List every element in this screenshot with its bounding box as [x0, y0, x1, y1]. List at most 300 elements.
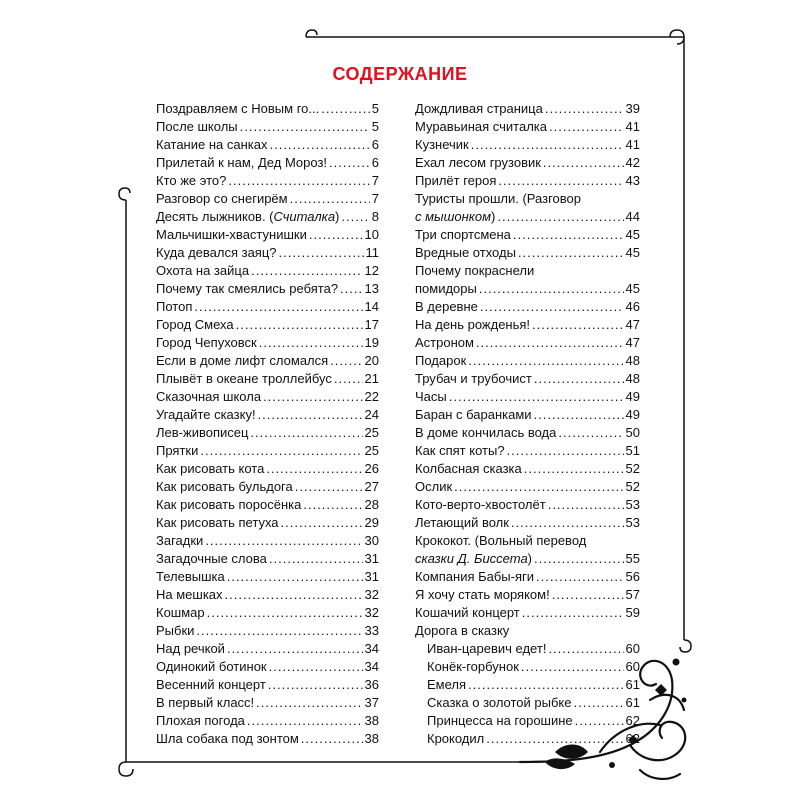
- toc-entry-title-text: Кузнечик: [415, 137, 469, 152]
- toc-page-number: 56: [625, 569, 640, 584]
- toc-leader-dots: [534, 406, 624, 424]
- toc-page-number: 6: [371, 155, 379, 170]
- toc-leader-dots: [258, 406, 363, 424]
- toc-page-number: 34: [364, 641, 379, 656]
- toc-leader-dots: [486, 730, 623, 748]
- toc-page-number: 17: [364, 317, 379, 332]
- toc-entry: [415, 442, 640, 460]
- toc-entry-title: [156, 406, 256, 424]
- toc-entry-title: [415, 154, 541, 172]
- toc-entry-title-text: Колбасная сказка: [415, 461, 522, 476]
- toc-page-number: 48: [625, 371, 640, 386]
- toc-entry: [415, 514, 640, 532]
- toc-entry-title-text: Астроном: [415, 335, 474, 350]
- toc-leader-dots: [479, 280, 624, 298]
- toc-entry: [156, 262, 379, 280]
- toc-page-number: 37: [364, 695, 379, 710]
- toc-leader-dots: [449, 388, 624, 406]
- toc-entry-first-line: [415, 262, 640, 280]
- toc-page-number: 41: [625, 119, 640, 134]
- toc-entry-title-text: Кошачий концерт: [415, 605, 520, 620]
- toc-entry-title-text: Как рисовать поросёнка: [156, 497, 302, 512]
- toc-entry-title: [415, 550, 532, 568]
- toc-entry-title-text: Почему так смеялись ребята?: [156, 281, 339, 296]
- toc-leader-dots: [250, 424, 362, 442]
- toc-leader-dots: [497, 208, 623, 226]
- toc-entry: [415, 244, 640, 262]
- toc-entry-title: [156, 208, 339, 226]
- toc-entry-title-text: Мальчишки-хвастунишки: [156, 227, 307, 242]
- toc-entry-title-text: Подарок: [415, 353, 467, 368]
- toc-entry: [415, 136, 640, 154]
- toc-page-number: 29: [364, 515, 379, 530]
- toc-page-number: 48: [625, 353, 640, 368]
- toc-entry-title: [156, 100, 319, 118]
- toc-entry-title: [427, 694, 572, 712]
- toc-leader-dots: [227, 640, 363, 658]
- toc-entry: [415, 298, 640, 316]
- toc-entry-title-text: Часы: [415, 389, 447, 404]
- toc-entry: [415, 424, 640, 442]
- toc-leader-dots: [269, 550, 363, 568]
- toc-entry-title: [415, 100, 543, 118]
- toc-entry: [415, 586, 640, 604]
- toc-leader-dots: [454, 478, 623, 496]
- toc-entry: [415, 496, 640, 514]
- toc-entry: [415, 568, 640, 586]
- toc-page-number: 57: [625, 587, 640, 602]
- toc-entry: [415, 154, 640, 172]
- toc-entry-title-text: Три спортсмена: [415, 227, 511, 242]
- toc-leader-dots: [334, 370, 363, 388]
- toc-entry-title-text: Трубач и трубочист: [415, 371, 532, 386]
- toc-entry-title-text: Прилёт героя: [415, 173, 497, 188]
- toc-page-number: 61: [625, 677, 640, 692]
- toc-leader-dots: [268, 676, 363, 694]
- toc-entry-title-text: Десять лыжников. (: [156, 209, 274, 224]
- toc-entry-title-text: Кото-верто-хвостолёт: [415, 497, 546, 512]
- toc-entry-title: [415, 334, 474, 352]
- toc-entry-title: [415, 316, 530, 334]
- toc-entry-title-text: Загадки: [156, 533, 204, 548]
- toc-entry-title: [156, 244, 277, 262]
- toc-leader-dots: [511, 514, 624, 532]
- toc-entry-title: [415, 442, 505, 460]
- toc-entry-title-text: Лев-живописец: [156, 425, 249, 440]
- toc-entry-title-text: Охота на зайца: [156, 263, 250, 278]
- toc-entry-title: [427, 730, 484, 748]
- toc-leader-dots: [532, 316, 623, 334]
- toc-entry: [156, 496, 379, 514]
- toc-entry-title: [156, 496, 301, 514]
- toc-page-number: 61: [625, 695, 640, 710]
- toc-leader-dots: [330, 352, 362, 370]
- toc-leader-dots: [574, 694, 624, 712]
- toc-leader-dots: [225, 586, 363, 604]
- toc-entry-title: [427, 640, 546, 658]
- toc-page-number: 39: [625, 101, 640, 116]
- toc-entry-title: [415, 586, 550, 604]
- toc-entry-title: [415, 208, 495, 226]
- toc-page-number: 28: [364, 497, 379, 512]
- toc-entry-title: [156, 568, 225, 586]
- toc-entry-title-text: Принцесса на горошине: [427, 713, 573, 728]
- toc-page-number: 44: [625, 209, 640, 224]
- toc-entry-title-text: Летающий волк: [415, 515, 509, 530]
- toc-right-column: [415, 100, 640, 748]
- toc-entry-title-text: Конёк-горбунок: [427, 659, 519, 674]
- toc-entry: [156, 586, 379, 604]
- toc-entry: [415, 316, 640, 334]
- toc-page-number: 27: [364, 479, 379, 494]
- toc-entry: [156, 694, 379, 712]
- toc-entry-title-text: Дождливая страница: [415, 101, 543, 116]
- toc-leader-dots: [266, 460, 362, 478]
- toc-page-number: 52: [625, 461, 640, 476]
- toc-entry-title: [156, 118, 238, 136]
- toc-entry-title-text: Баран с баранками: [415, 407, 532, 422]
- toc-entry: [156, 442, 379, 460]
- toc-entry-title-text: В деревне: [415, 299, 478, 314]
- toc-leader-dots: [575, 712, 624, 730]
- toc-page-number: 45: [625, 245, 640, 260]
- toc-page-number: 62: [625, 713, 640, 728]
- toc-entry: [415, 676, 640, 694]
- toc-entry: [415, 208, 640, 226]
- toc-entry-title: [156, 334, 257, 352]
- toc-leader-dots: [321, 100, 370, 118]
- toc-entry: [156, 316, 379, 334]
- toc-leader-dots: [534, 370, 624, 388]
- toc-leader-dots: [251, 262, 362, 280]
- toc-page-number: 8: [371, 209, 379, 224]
- toc-entry-title-text: Шла собака под зонтом: [156, 731, 299, 746]
- toc-page-number: 59: [625, 605, 640, 620]
- toc-entry: [156, 172, 379, 190]
- toc-entry: [415, 226, 640, 244]
- toc-leader-dots: [468, 352, 623, 370]
- toc-leader-dots: [468, 676, 623, 694]
- toc-entry-title-end: ): [527, 551, 533, 566]
- toc-entry-title: [156, 424, 248, 442]
- toc-entry: [156, 514, 379, 532]
- toc-entry-title-text: Как рисовать петуха: [156, 515, 279, 530]
- toc-entry-title: [415, 478, 452, 496]
- toc-entry: [415, 730, 640, 748]
- toc-page-number: 5: [371, 101, 379, 116]
- toc-entry-title: [156, 442, 198, 460]
- toc-entry-title: Крококот. (: [415, 533, 479, 548]
- toc-entry-title: [427, 658, 519, 676]
- toc-page-number: 7: [371, 173, 379, 188]
- toc-entry: [156, 154, 379, 172]
- toc-entry-title-text: Катание на санках: [156, 137, 268, 152]
- toc-entry-title-text: Прятки: [156, 443, 199, 458]
- toc-entry: [415, 406, 640, 424]
- toc-page-number: 33: [364, 623, 379, 638]
- toc-leader-dots: [543, 154, 624, 172]
- toc-entry-title-text: Поздравляем с Новым го...: [156, 101, 320, 116]
- toc-entry-title: [415, 460, 522, 478]
- toc-page-number: 26: [364, 461, 379, 476]
- toc-page-number: 55: [625, 551, 640, 566]
- toc-entry: [415, 352, 640, 370]
- toc-entry: [156, 298, 379, 316]
- toc-page-number: 5: [371, 119, 379, 134]
- toc-page-number: 21: [364, 371, 379, 386]
- toc-entry-title-text: Разговор со снегирём: [156, 191, 288, 206]
- toc-entry: [156, 226, 379, 244]
- toc-entry-title: [156, 694, 254, 712]
- toc-entry-title: [415, 496, 546, 514]
- toc-entry: [415, 334, 640, 352]
- toc-leader-dots: [545, 100, 624, 118]
- toc-page-number: 34: [364, 659, 379, 674]
- toc-leader-dots: [228, 172, 369, 190]
- toc-entry-title: [427, 676, 466, 694]
- toc-leader-dots: [521, 658, 624, 676]
- toc-entry-title: Дорога в сказку: [415, 623, 510, 638]
- toc-entry-title: [156, 136, 267, 154]
- toc-entry: [415, 118, 640, 136]
- toc-page-number: 43: [625, 173, 640, 188]
- toc-entry-title-text: Кто же это?: [156, 173, 227, 188]
- toc-entry-title: [415, 136, 469, 154]
- toc-leader-dots: [227, 568, 363, 586]
- toc-leader-dots: [536, 568, 624, 586]
- toc-entry: [156, 622, 379, 640]
- page-title: СОДЕРЖАНИЕ: [332, 64, 468, 84]
- toc-entry-title: [156, 586, 223, 604]
- toc-leader-dots: [476, 334, 624, 352]
- toc-page-number: 46: [625, 299, 640, 314]
- toc-entry-title: [415, 280, 477, 298]
- toc-leader-dots: [281, 514, 363, 532]
- toc-entry-title: Почему покраснели: [415, 263, 535, 278]
- toc-entry-title: [415, 424, 556, 442]
- toc-entry: [415, 280, 640, 298]
- toc-entry: [156, 424, 379, 442]
- toc-page-number: 41: [625, 137, 640, 152]
- toc-page-number: 38: [364, 713, 379, 728]
- toc-entry: [156, 568, 379, 586]
- toc-leader-dots: [207, 604, 363, 622]
- toc-entry-first-line: [415, 622, 640, 640]
- toc-entry: [156, 676, 379, 694]
- toc-entry-title: [427, 712, 573, 730]
- toc-page-number: 60: [625, 659, 640, 674]
- toc-page-number: 49: [625, 407, 640, 422]
- toc-entry-title: [415, 604, 520, 622]
- toc-entry-title: [156, 370, 332, 388]
- toc-page-number: 53: [625, 497, 640, 512]
- toc-entry-title: [415, 352, 466, 370]
- toc-page-number: 6: [371, 137, 379, 152]
- toc-entry-title: [156, 172, 226, 190]
- toc-page-number: 22: [364, 389, 379, 404]
- toc-leader-dots: [269, 658, 363, 676]
- toc-entry: [156, 190, 379, 208]
- toc-entry-title: [156, 640, 225, 658]
- toc-entry-title-text: Компания Бабы-яги: [415, 569, 535, 584]
- toc-entry-title: [156, 676, 266, 694]
- toc-page-number: 32: [364, 605, 379, 620]
- toc-page-number: 45: [625, 281, 640, 296]
- toc-page-number: 24: [364, 407, 379, 422]
- toc-entry-first-line: [415, 532, 640, 550]
- toc-entry: [415, 370, 640, 388]
- toc-entry-first-line: [415, 190, 640, 208]
- toc-leader-dots: [534, 550, 624, 568]
- toc-entry-title-text: Муравьиная считалка: [415, 119, 548, 134]
- toc-entry-note: сказки Д. Биссета: [415, 551, 528, 566]
- toc-entry-title: [156, 622, 194, 640]
- toc-entry: [156, 550, 379, 568]
- toc-entry-title-text: После школы: [156, 119, 238, 134]
- toc-leader-dots: [329, 154, 370, 172]
- toc-page-number: 11: [365, 245, 379, 260]
- toc-page-number: 12: [364, 263, 379, 278]
- toc-entry-title: [156, 388, 261, 406]
- toc-leader-dots: [279, 244, 364, 262]
- toc-entry: [415, 388, 640, 406]
- toc-entry: [156, 388, 379, 406]
- toc-page-number: 47: [625, 335, 640, 350]
- toc-leader-dots: [524, 460, 624, 478]
- toc-leader-dots: [471, 136, 624, 154]
- toc-entry: [415, 712, 640, 730]
- toc-leader-dots: [548, 496, 624, 514]
- toc-entry-title: [156, 226, 307, 244]
- toc-leader-dots: [295, 478, 363, 496]
- toc-entry-title: Туристы прошли. (: [415, 191, 527, 206]
- toc-leader-dots: [558, 424, 623, 442]
- toc-entry-title-text: Вредные отходы: [415, 245, 516, 260]
- toc-entry-title: [156, 190, 288, 208]
- toc-page-number: 31: [364, 551, 379, 566]
- toc-entry-title-text: На день рожденья!: [415, 317, 531, 332]
- toc-entry-title: [156, 604, 205, 622]
- toc-entry: [156, 100, 379, 118]
- toc-entry: [415, 460, 640, 478]
- toc-page-number: 45: [625, 227, 640, 242]
- toc-page-number: 19: [364, 335, 379, 350]
- toc-leader-dots: [196, 622, 362, 640]
- toc-entry-title-text: Если в доме лифт сломался: [156, 353, 329, 368]
- toc-leader-dots: [498, 172, 623, 190]
- toc-entry-title: [156, 154, 327, 172]
- toc-leader-dots: [259, 334, 363, 352]
- toc-entry: [156, 478, 379, 496]
- toc-page-number: 14: [364, 299, 379, 314]
- toc-page-number: 49: [625, 389, 640, 404]
- toc-leader-dots: [290, 190, 370, 208]
- toc-leader-dots: [269, 136, 369, 154]
- toc-entry: [156, 244, 379, 262]
- toc-entry: [156, 640, 379, 658]
- toc-leader-dots: [301, 730, 363, 748]
- toc-entry-title-text: Прилетай к нам, Дед Мороз!: [156, 155, 328, 170]
- toc-page-number: 30: [364, 533, 379, 548]
- toc-page-number: 13: [364, 281, 379, 296]
- toc-leader-dots: [200, 442, 362, 460]
- toc-entry-title: [415, 568, 534, 586]
- toc-leader-dots: [507, 442, 624, 460]
- toc-entry: [156, 334, 379, 352]
- toc-entry-title: [415, 244, 516, 262]
- toc-entry: [415, 694, 640, 712]
- toc-entry-note: с мышонком: [415, 209, 492, 224]
- toc-entry-title: [156, 262, 249, 280]
- toc-page-number: 38: [364, 731, 379, 746]
- toc-entry-title-text: Город Смеха: [156, 317, 234, 332]
- toc-page-number: 10: [364, 227, 379, 242]
- toc-entry-title-text: Угадайте сказку!: [156, 407, 256, 422]
- toc-entry-title-text: Телевышка: [156, 569, 225, 584]
- toc-entry-title: [415, 514, 509, 532]
- toc-entry-title: [156, 514, 279, 532]
- toc-entry-title: [415, 118, 547, 136]
- toc-leader-dots: [303, 496, 362, 514]
- toc-entry-title: [415, 172, 496, 190]
- toc-entry-title: [156, 478, 293, 496]
- toc-left-column: [156, 100, 379, 748]
- toc-entry-title-text: Как спят коты?: [415, 443, 505, 458]
- toc-entry-title-text: Как рисовать кота: [156, 461, 265, 476]
- toc-leader-dots: [236, 316, 363, 334]
- toc-entry-title: [156, 712, 245, 730]
- toc-entry: [415, 604, 640, 622]
- toc-leader-dots: [518, 244, 624, 262]
- toc-entry-title: [415, 388, 447, 406]
- toc-leader-dots: [247, 712, 363, 730]
- toc-entry: [156, 118, 379, 136]
- toc-entry-title: [415, 370, 532, 388]
- toc-entry-title-text: Рыбки: [156, 623, 195, 638]
- toc-page-number: 50: [625, 425, 640, 440]
- toc-page-number: 31: [364, 569, 379, 584]
- toc-entry-title: [156, 730, 299, 748]
- toc-entry-title-text: Ехал лесом грузовик: [415, 155, 541, 170]
- toc-entry-title: [156, 658, 267, 676]
- toc-entry: [415, 478, 640, 496]
- toc-page-number: 42: [625, 155, 640, 170]
- toc-leader-dots: [256, 694, 362, 712]
- toc-entry: [415, 658, 640, 676]
- toc-entry: [156, 460, 379, 478]
- toc-page-number: 47: [625, 317, 640, 332]
- toc-entry-title-text: Потоп: [156, 299, 193, 314]
- toc-leader-dots: [263, 388, 362, 406]
- toc-entry-title-text: Сказочная школа: [156, 389, 262, 404]
- toc-entry-title-text: Над речкой: [156, 641, 225, 656]
- toc-leader-dots: [549, 118, 624, 136]
- toc-entry-title-text: Крокодил: [427, 731, 485, 746]
- toc-page-number: 62: [625, 731, 640, 746]
- toc-entry-title-text: помидоры: [415, 281, 477, 296]
- toc-entry-title: [156, 352, 328, 370]
- toc-entry-note: Разговор: [526, 191, 581, 206]
- toc-page-number: 32: [364, 587, 379, 602]
- toc-entry-title-text: Сказка о золотой рыбке: [427, 695, 572, 710]
- toc-page-number: 36: [364, 677, 379, 692]
- toc-leader-dots: [205, 532, 362, 550]
- toc-entry-note: Считалка: [273, 209, 336, 224]
- toc-page-number: 60: [625, 641, 640, 656]
- toc-leader-dots: [548, 640, 623, 658]
- toc-entry-title-text: Загадочные слова: [156, 551, 267, 566]
- toc-entry-title-end: ): [335, 209, 340, 224]
